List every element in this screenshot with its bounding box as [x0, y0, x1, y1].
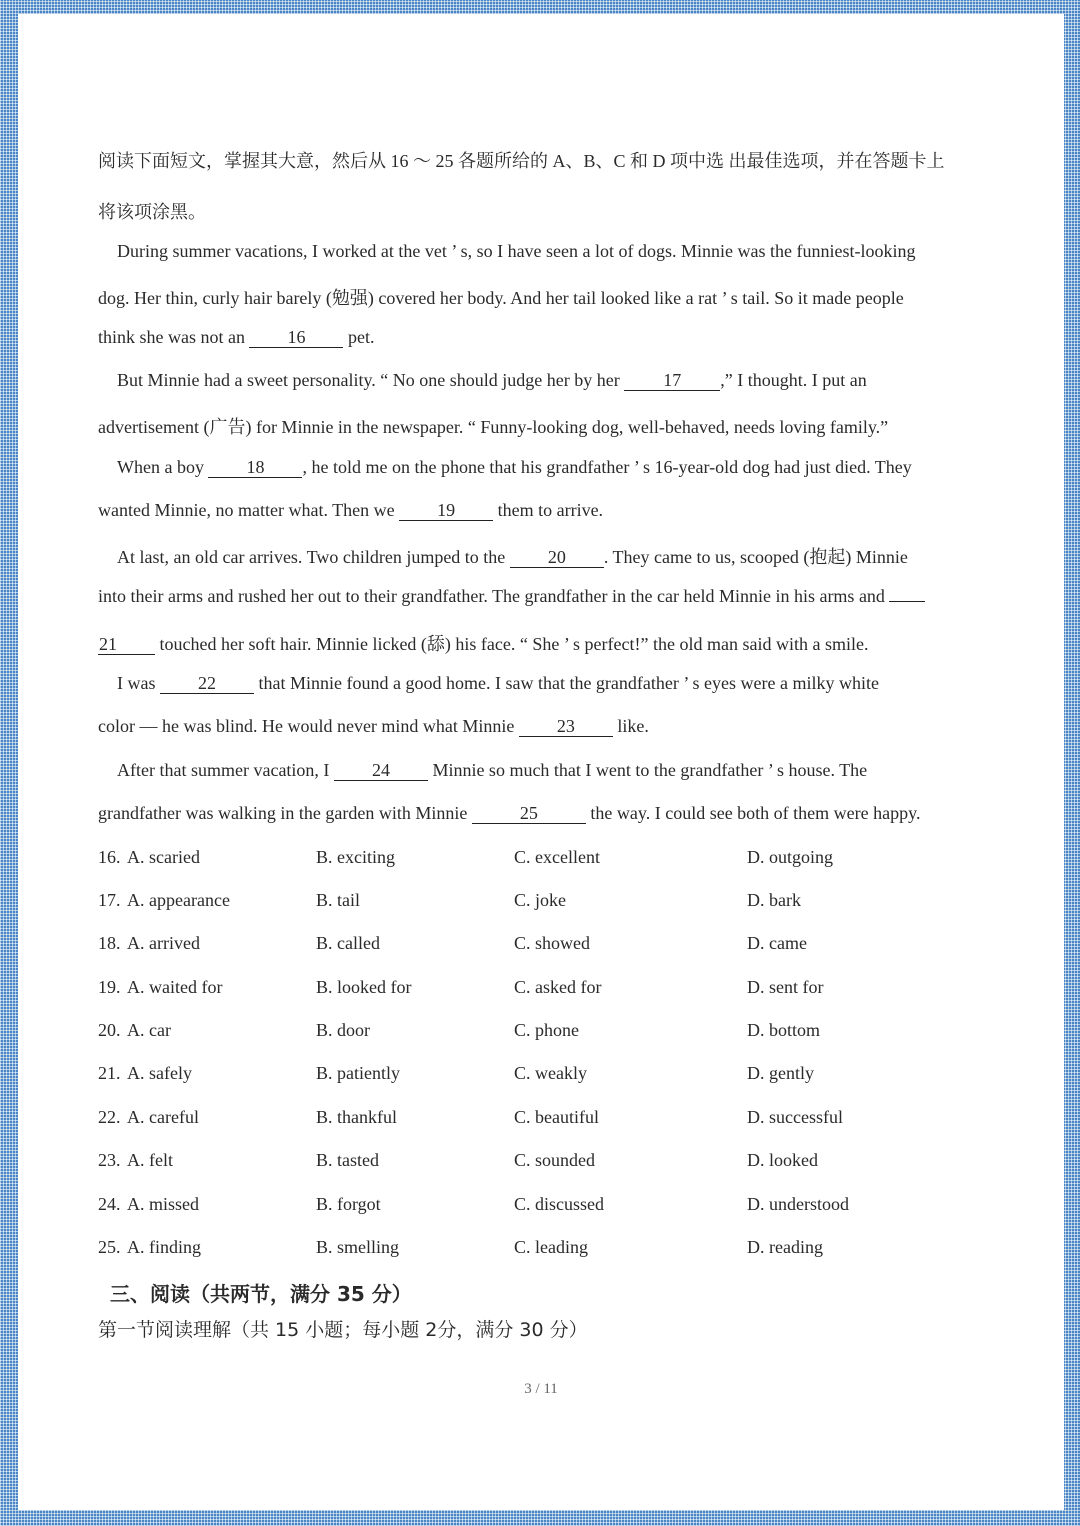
- passage-p1-line-1: During summer vacations, I worked at the vet ’ s, so I have seen a lot of dogs. Minnie was the funniest-looking: [117, 241, 916, 261]
- option-d[interactable]: D. successful: [747, 1107, 843, 1127]
- question-number: 21.: [98, 1063, 121, 1083]
- text-segment: . They came to us, scooped (抱起) Minnie: [603, 547, 908, 567]
- blank-18: 18: [208, 458, 302, 478]
- question-number: 17.: [98, 890, 121, 910]
- option-c[interactable]: C. asked for: [514, 977, 602, 997]
- question-number: 23.: [98, 1150, 121, 1170]
- text-segment: But Minnie had a sweet personality. “ No one should judge her by her: [117, 370, 625, 390]
- text-segment: the way. I could see both of them were happy.: [585, 803, 921, 823]
- passage-p4-line-2: [98, 586, 925, 607]
- option-a[interactable]: A. waited for: [127, 977, 223, 997]
- blank-20: 20: [510, 548, 604, 568]
- passage-p6-line-2: [98, 803, 920, 824]
- option-d[interactable]: D. reading: [747, 1237, 823, 1257]
- option-c[interactable]: C. beautiful: [514, 1107, 599, 1127]
- exam-page: [18, 14, 1064, 1510]
- text-segment: color — he was blind. He would never mind what Minnie: [98, 716, 519, 736]
- option-c[interactable]: C. sounded: [514, 1150, 595, 1170]
- option-c[interactable]: C. excellent: [514, 847, 600, 867]
- passage-p5-line-2: [98, 716, 649, 737]
- question-number: 24.: [98, 1194, 121, 1214]
- option-d[interactable]: D. sent for: [747, 977, 824, 997]
- option-c[interactable]: C. leading: [514, 1237, 588, 1257]
- text-segment: ,” I thought. I put an: [720, 370, 867, 390]
- text-segment: touched her soft hair. Minnie licked (舔) his face. “ She ’ s perfect!” the old man said with a smile.: [155, 634, 869, 654]
- blank-25: 25: [472, 804, 586, 824]
- page-number: 3 / 11: [524, 1381, 558, 1397]
- question-number: 16.: [98, 847, 121, 867]
- question-number: 25.: [98, 1237, 121, 1257]
- text-segment: like.: [612, 716, 649, 736]
- passage-p1-line-2: dog. Her thin, curly hair barely (勉强) covered her body. And her tail looked like a rat ’ s tail. So it made people: [98, 288, 904, 308]
- blank-19: 19: [399, 501, 493, 521]
- option-a[interactable]: A. appearance: [127, 890, 230, 910]
- option-d[interactable]: D. looked: [747, 1150, 818, 1170]
- passage-p3-line-2: [98, 500, 603, 521]
- passage-p2-line-1: [117, 370, 867, 391]
- text-segment: After that summer vacation, I: [117, 760, 334, 780]
- text-segment: pet.: [343, 327, 375, 347]
- blank-21: 21: [98, 635, 155, 655]
- option-c[interactable]: C. discussed: [514, 1194, 604, 1214]
- passage-p2-line-2: advertisement (广告) for Minnie in the newspaper. “ Funny-looking dog, well-behaved, needs loving family.”: [98, 417, 889, 437]
- text-segment: When a boy: [117, 457, 209, 477]
- blank-21-start: [889, 601, 925, 602]
- option-d[interactable]: D. bottom: [747, 1020, 821, 1040]
- option-b[interactable]: B. tail: [316, 890, 360, 910]
- blank-16: 16: [249, 328, 343, 348]
- option-b[interactable]: B. thankful: [316, 1107, 397, 1127]
- text-segment: think she was not an: [98, 327, 250, 347]
- option-b[interactable]: B. looked for: [316, 977, 412, 997]
- instructions-line-2: 将该项涂黑。: [98, 202, 206, 222]
- text-segment: I was: [117, 673, 160, 693]
- option-c[interactable]: C. joke: [514, 890, 566, 910]
- option-a[interactable]: A. felt: [127, 1150, 173, 1170]
- question-number: 20.: [98, 1020, 121, 1040]
- option-b[interactable]: B. door: [316, 1020, 370, 1040]
- passage-p6-line-1: [117, 760, 867, 781]
- text-segment: wanted Minnie, no matter what. Then we: [98, 500, 400, 520]
- instructions-line-1: 阅读下面短文，掌握其大意，然后从 16 ～ 25 各题所给的 A、B、C 和 D 项中选 出最佳选项，并在答题卡上: [98, 151, 945, 171]
- question-number: 19.: [98, 977, 121, 997]
- blank-22: 22: [160, 674, 254, 694]
- option-a[interactable]: A. arrived: [127, 933, 200, 953]
- option-d[interactable]: D. gently: [747, 1063, 814, 1083]
- option-d[interactable]: D. understood: [747, 1194, 849, 1214]
- option-b[interactable]: B. forgot: [316, 1194, 381, 1214]
- passage-p3-line-1: [117, 457, 912, 478]
- passage-p4-line-1: [117, 543, 908, 569]
- text-segment: grandfather was walking in the garden with Minnie: [98, 803, 472, 823]
- option-a[interactable]: A. safely: [127, 1063, 192, 1083]
- option-b[interactable]: B. tasted: [316, 1150, 379, 1170]
- text-segment: that Minnie found a good home. I saw that the grandfather ’ s eyes were a milky white: [254, 673, 879, 693]
- option-a[interactable]: A. scaried: [127, 847, 200, 867]
- option-b[interactable]: B. exciting: [316, 847, 395, 867]
- passage-p1-line-3: [98, 327, 374, 348]
- blank-17: 17: [624, 371, 720, 391]
- option-a[interactable]: A. missed: [127, 1194, 199, 1214]
- option-d[interactable]: D. bark: [747, 890, 801, 910]
- option-d[interactable]: D. outgoing: [747, 847, 834, 867]
- text-segment: them to arrive.: [493, 500, 604, 520]
- section-title: 三、阅读（共两节，满分 35 分）: [110, 1282, 412, 1306]
- option-c[interactable]: C. showed: [514, 933, 590, 953]
- text-segment: At last, an old car arrives. Two children jumped to the: [117, 547, 510, 567]
- option-c[interactable]: C. phone: [514, 1020, 579, 1040]
- option-d[interactable]: D. came: [747, 933, 807, 953]
- text-segment: into their arms and rushed her out to their grandfather. The grandfather in the car held Minnie in his arms and: [98, 586, 890, 606]
- question-number: 18.: [98, 933, 121, 953]
- blank-23: 23: [519, 717, 613, 737]
- option-b[interactable]: B. smelling: [316, 1237, 400, 1257]
- option-a[interactable]: A. car: [127, 1020, 171, 1040]
- text-segment: , he told me on the phone that his grandfather ’ s 16-year-old dog had just died. They: [302, 457, 912, 477]
- passage-p4-line-3: [98, 630, 868, 656]
- option-b[interactable]: B. patiently: [316, 1063, 400, 1083]
- text-segment: Minnie so much that I went to the grandfather ’ s house. The: [427, 760, 868, 780]
- section-subtitle: 第一节阅读理解（共 15 小题；每小题 2分，满分 30 分）: [98, 1319, 588, 1341]
- passage-p5-line-1: [117, 673, 879, 694]
- option-a[interactable]: A. careful: [127, 1107, 199, 1127]
- option-c[interactable]: C. weakly: [514, 1063, 587, 1083]
- option-b[interactable]: B. called: [316, 933, 380, 953]
- question-number: 22.: [98, 1107, 121, 1127]
- option-a[interactable]: A. finding: [127, 1237, 201, 1257]
- blank-24: 24: [334, 761, 428, 781]
